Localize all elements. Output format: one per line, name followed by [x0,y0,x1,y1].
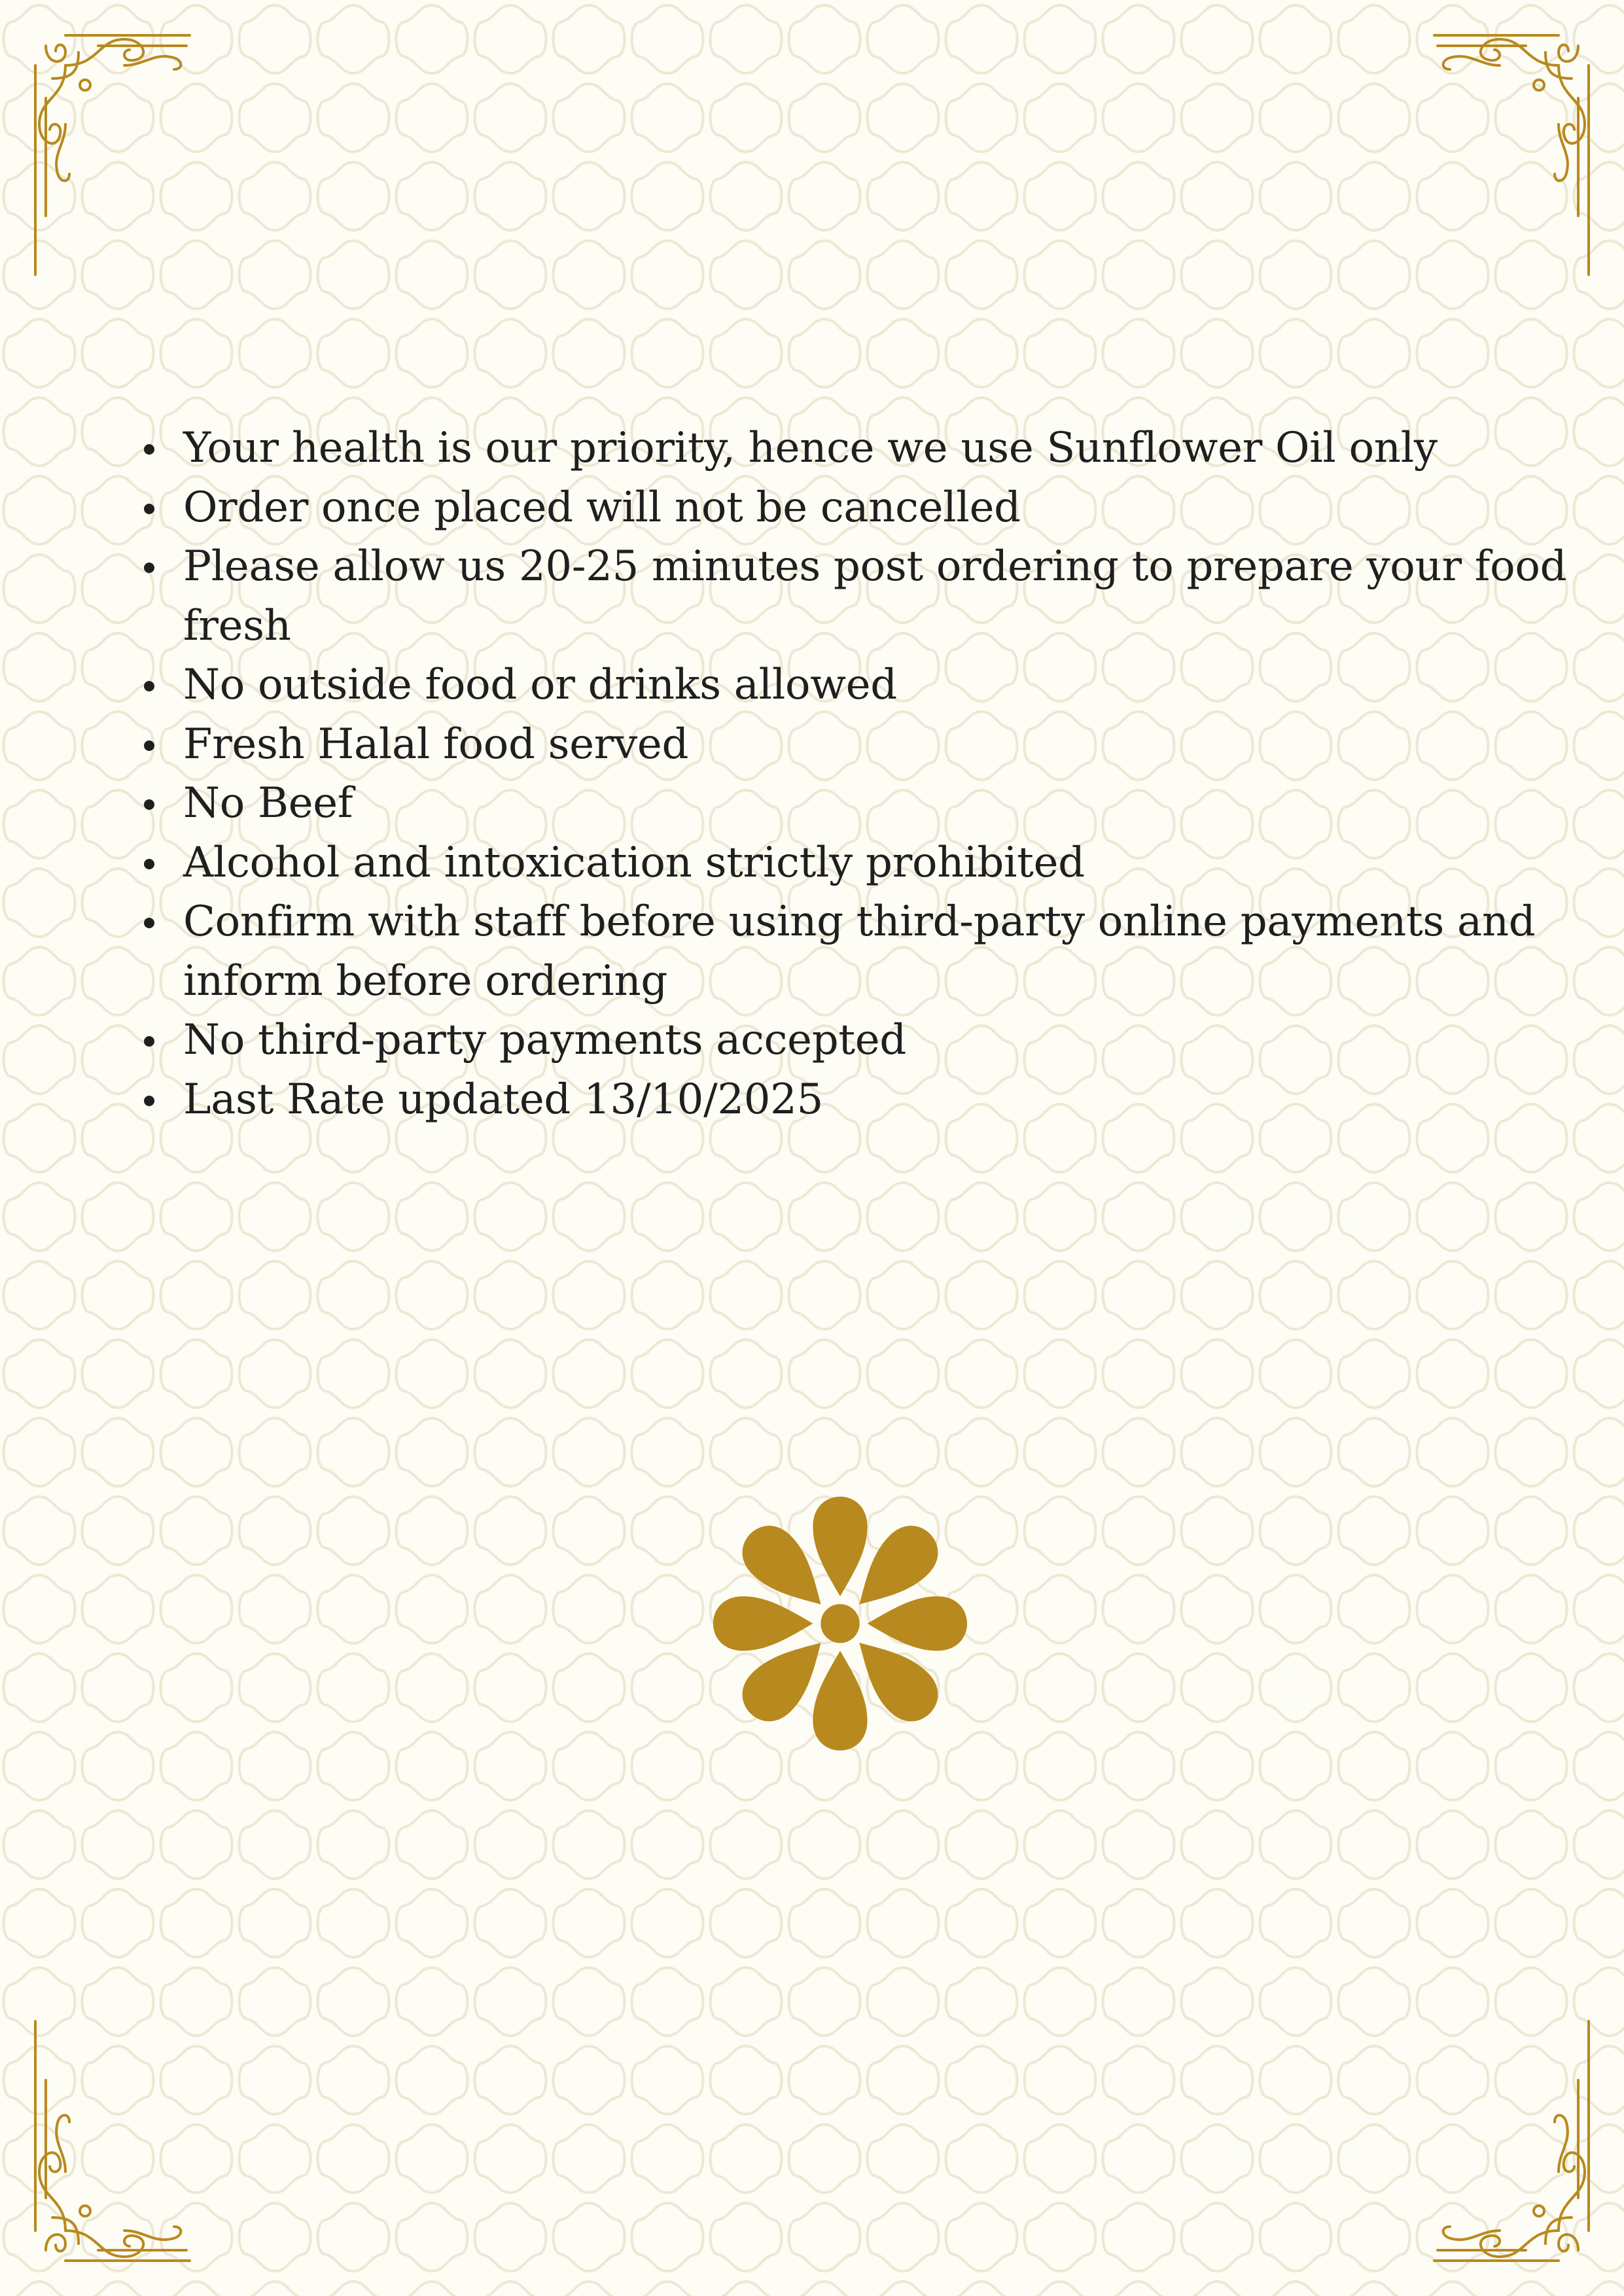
note-item: Alcohol and intoxication strictly prohibited [183,833,1570,893]
ornamental-corner-top-right-icon [1323,26,1598,301]
flower-icon [711,1494,970,1753]
note-item: No outside food or drinks allowed [183,655,1570,715]
note-item: Order once placed will not be cancelled [183,478,1570,538]
note-item: Your health is our priority, hence we use Sunflower Oil only [183,419,1570,478]
notes-list [131,419,1570,1129]
note-item: Fresh Halal food served [183,715,1570,774]
note-item: Confirm with staff before using third-party online payments and inform before ordering [183,892,1570,1011]
ornamental-corner-bottom-left-icon [26,1995,301,2270]
note-item: No third-party payments accepted [183,1011,1570,1070]
note-item: Please allow us 20-25 minutes post ordering to prepare your food fresh [183,537,1570,655]
ornamental-corner-bottom-right-icon [1323,1995,1598,2270]
note-item: No Beef [183,774,1570,833]
note-item: Last Rate updated 13/10/2025 [183,1070,1570,1130]
ornamental-corner-top-left-icon [26,26,301,301]
